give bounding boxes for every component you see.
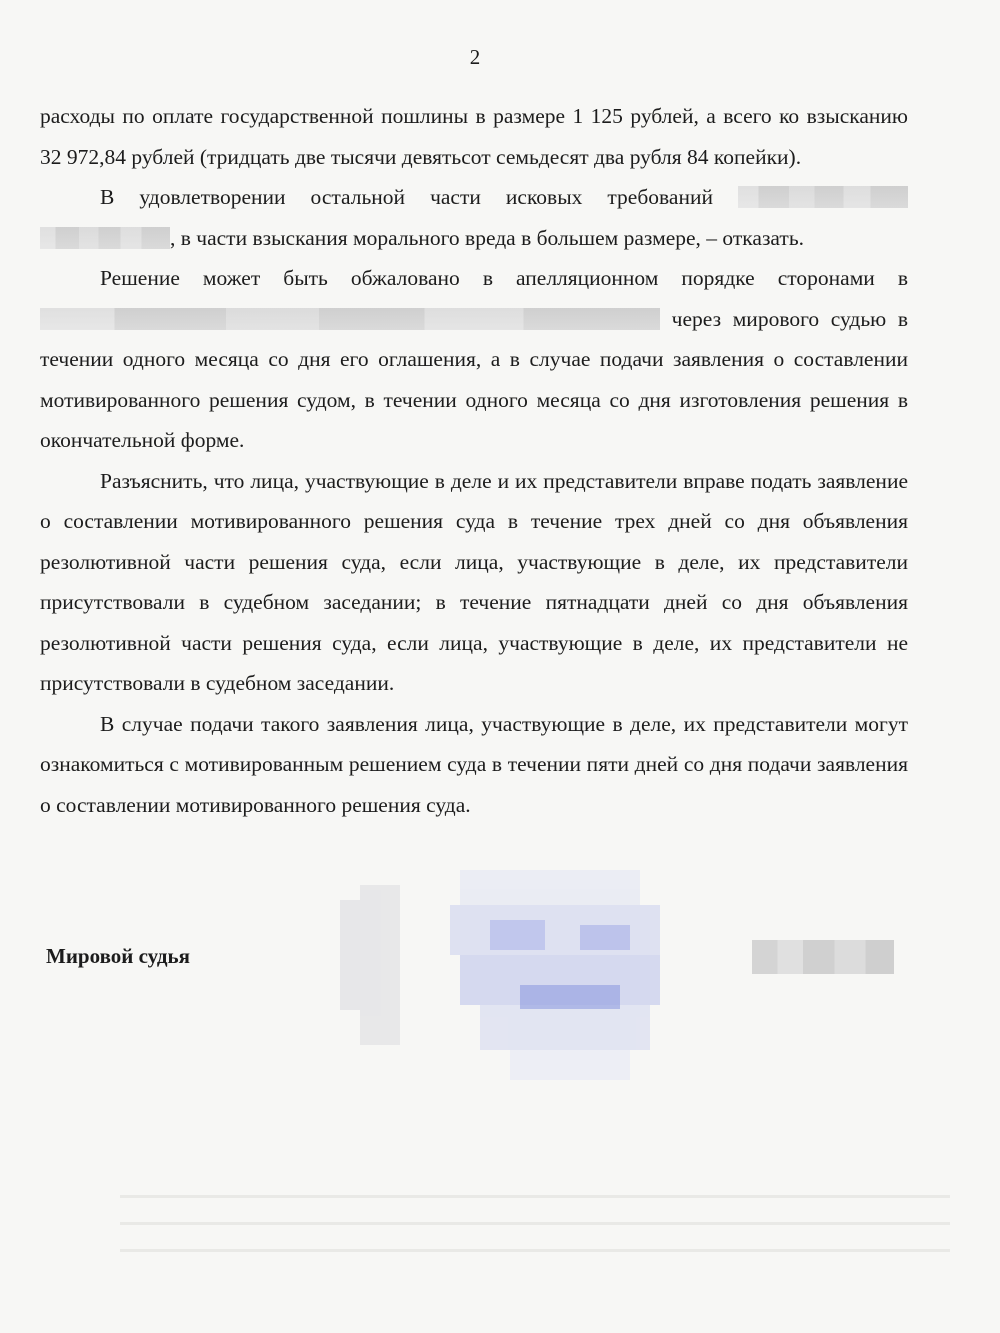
redacted-court-name (40, 308, 660, 330)
paragraph-appeal (40, 258, 908, 461)
redacted-judge-name (752, 940, 894, 974)
paragraph-dismissal-text: В удовлетворении остальной части исковых требований (100, 185, 713, 209)
paragraph-explanation: Разъяснить, что лица, участвующие в деле и их представители вправе подать заявление о составлении мотивированного решения суда в течение трех дней со дня объявления резолютивной части решения суда, если лица, участвующие в деле, их представители присутствовали в судебном заседании; в течение пятнадцати дней со дня объявления резолютивной части решения суда, если лица, участвующие в деле, их представители не присутствовали в судебном заседании. (40, 468, 908, 695)
paragraph-dismissal-tail: , в части взыскания морального вреда в большем размере, – отказать. (170, 225, 804, 250)
court-stamp (330, 860, 690, 1100)
paragraph-costs: расходы по оплате государственной пошлины в размере 1 125 рублей, а всего ко взысканию 32 972,84 рублей (тридцать две тысячи девятьсот семьдесят два рубля 84 копейки). (40, 104, 908, 169)
signature-label: Мировой судья (46, 944, 190, 968)
paragraph-appeal-text: Решение может быть обжаловано в апелляционном порядке сторонами в (100, 266, 908, 290)
bleed-through-line (120, 1249, 950, 1252)
paragraph-appeal-tail: через мирового судью в течении одного месяца со дня его оглашения, а в случае подачи заявления о составлении мотивированного решения судом, в течении одного месяца со дня изготовления решения в окончательной форме. (40, 306, 909, 452)
redacted-plaintiff-name (738, 186, 908, 208)
document-body (40, 96, 908, 825)
paragraph-review: В случае подачи такого заявления лица, участвующие в деле, их представители могут ознакомиться с мотивированным решением суда в течении пяти дней со дня подачи заявления о составлении мотивированного решения суда. (40, 711, 908, 817)
redacted-plaintiff-name-line2 (40, 227, 170, 249)
bleed-through-line (120, 1195, 950, 1198)
paragraph-dismissal (40, 177, 908, 258)
page-number: 2 (469, 45, 481, 69)
bleed-through-line (120, 1222, 950, 1225)
